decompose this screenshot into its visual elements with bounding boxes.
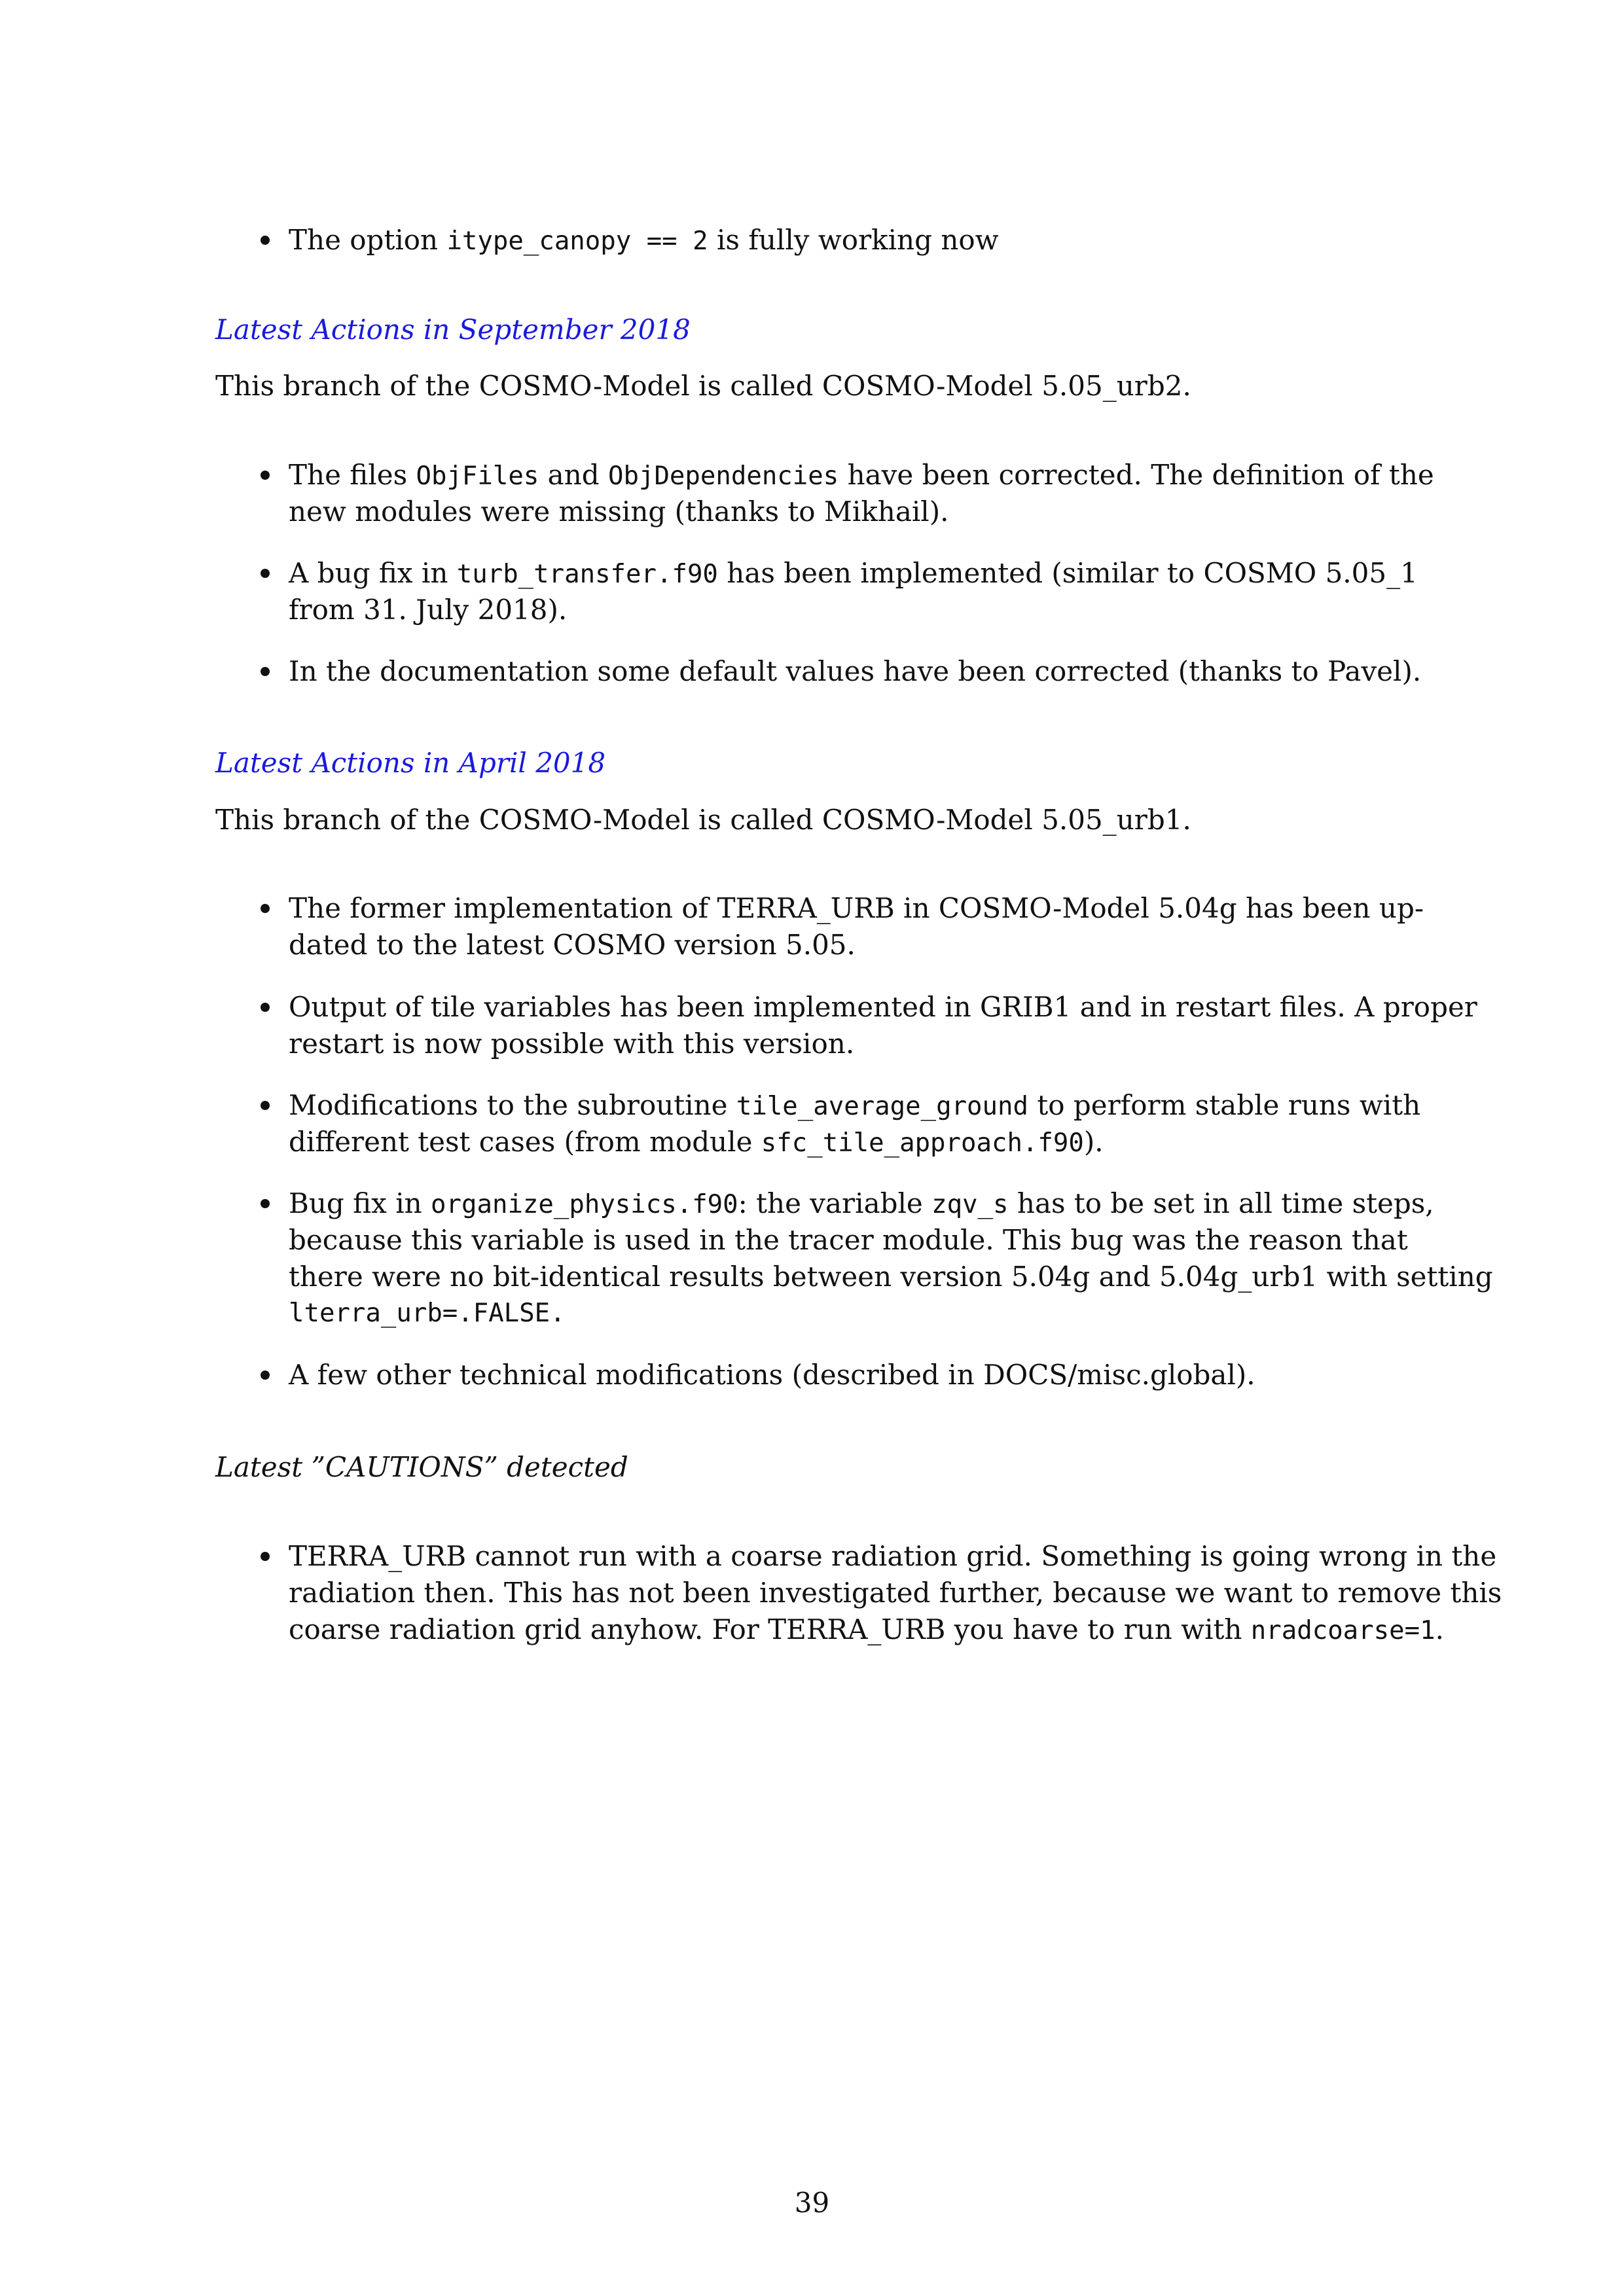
list-item-continuation: lterra_urb=.FALSE. — [289, 1299, 566, 1328]
list-item: A bug fix in turb_transfer.f90 has been implemented (similar to COSMO 5.05_1 — [289, 557, 1418, 589]
list-item-continuation: new modules were missing (thanks to Mikhail). — [289, 495, 949, 528]
section-heading-cautions: Latest ”CAUTIONS” detected — [215, 1451, 628, 1483]
list-item-continuation: there were no bit-identical results between version 5.04g and 5.04g_urb1 with setting — [289, 1261, 1493, 1293]
bullet-icon — [261, 1003, 270, 1012]
bullet-icon — [261, 1101, 270, 1110]
bullet-icon — [261, 471, 270, 480]
list-item: TERRA_URB cannot run with a coarse radiation grid. Something is going wrong in the — [289, 1540, 1497, 1572]
list-item-continuation: coarse radiation grid anyhow. For TERRA_URB you have to run with nradcoarse=1. — [289, 1613, 1444, 1645]
section-heading-april[interactable]: Latest Actions in April 2018 — [215, 747, 606, 779]
list-item-continuation: from 31. July 2018). — [289, 594, 568, 626]
bullet-icon — [261, 1371, 270, 1380]
list-item-continuation: because this variable is used in the tracer module. This bug was the reason that — [289, 1224, 1408, 1256]
list-item-continuation: restart is now possible with this version. — [289, 1028, 855, 1060]
list-item: The former implementation of TERRA_URB in COSMO-Model 5.04g has been up- — [289, 892, 1424, 924]
bullet-icon — [261, 904, 270, 913]
paragraph: This branch of the COSMO-Model is called COSMO-Model 5.05_urb1. — [215, 804, 1191, 836]
list-item: The files ObjFiles and ObjDependencies have been corrected. The definition of the — [289, 459, 1434, 491]
bullet-icon — [261, 667, 270, 676]
list-item: In the documentation some default values have been corrected (thanks to Pavel). — [289, 655, 1422, 687]
bullet-icon — [261, 569, 270, 578]
bullet-icon — [261, 1199, 270, 1208]
list-item: A few other technical modifications (described in DOCS/misc.global). — [289, 1359, 1255, 1391]
bullet-icon — [261, 1552, 270, 1561]
section-heading-september[interactable]: Latest Actions in September 2018 — [215, 314, 691, 346]
list-item: Modifications to the subroutine tile_average_ground to perform stable runs with — [289, 1089, 1421, 1121]
list-item-continuation: different test cases (from module sfc_tile_approach.f90). — [289, 1126, 1104, 1158]
list-item-continuation: radiation then. This has not been investigated further, because we want to remove this — [289, 1577, 1502, 1609]
paragraph: This branch of the COSMO-Model is called COSMO-Model 5.05_urb2. — [215, 370, 1191, 402]
list-item: The option itype_canopy == 2 is fully working now — [289, 224, 999, 256]
list-item: Bug fix in organize_physics.f90: the variable zqv_s has to be set in all time steps, — [289, 1187, 1434, 1219]
list-item-continuation: dated to the latest COSMO version 5.05. — [289, 929, 856, 961]
page-number: 39 — [794, 2187, 830, 2219]
list-item: Output of tile variables has been implemented in GRIB1 and in restart files. A proper — [289, 991, 1477, 1023]
bullet-icon — [261, 236, 270, 245]
